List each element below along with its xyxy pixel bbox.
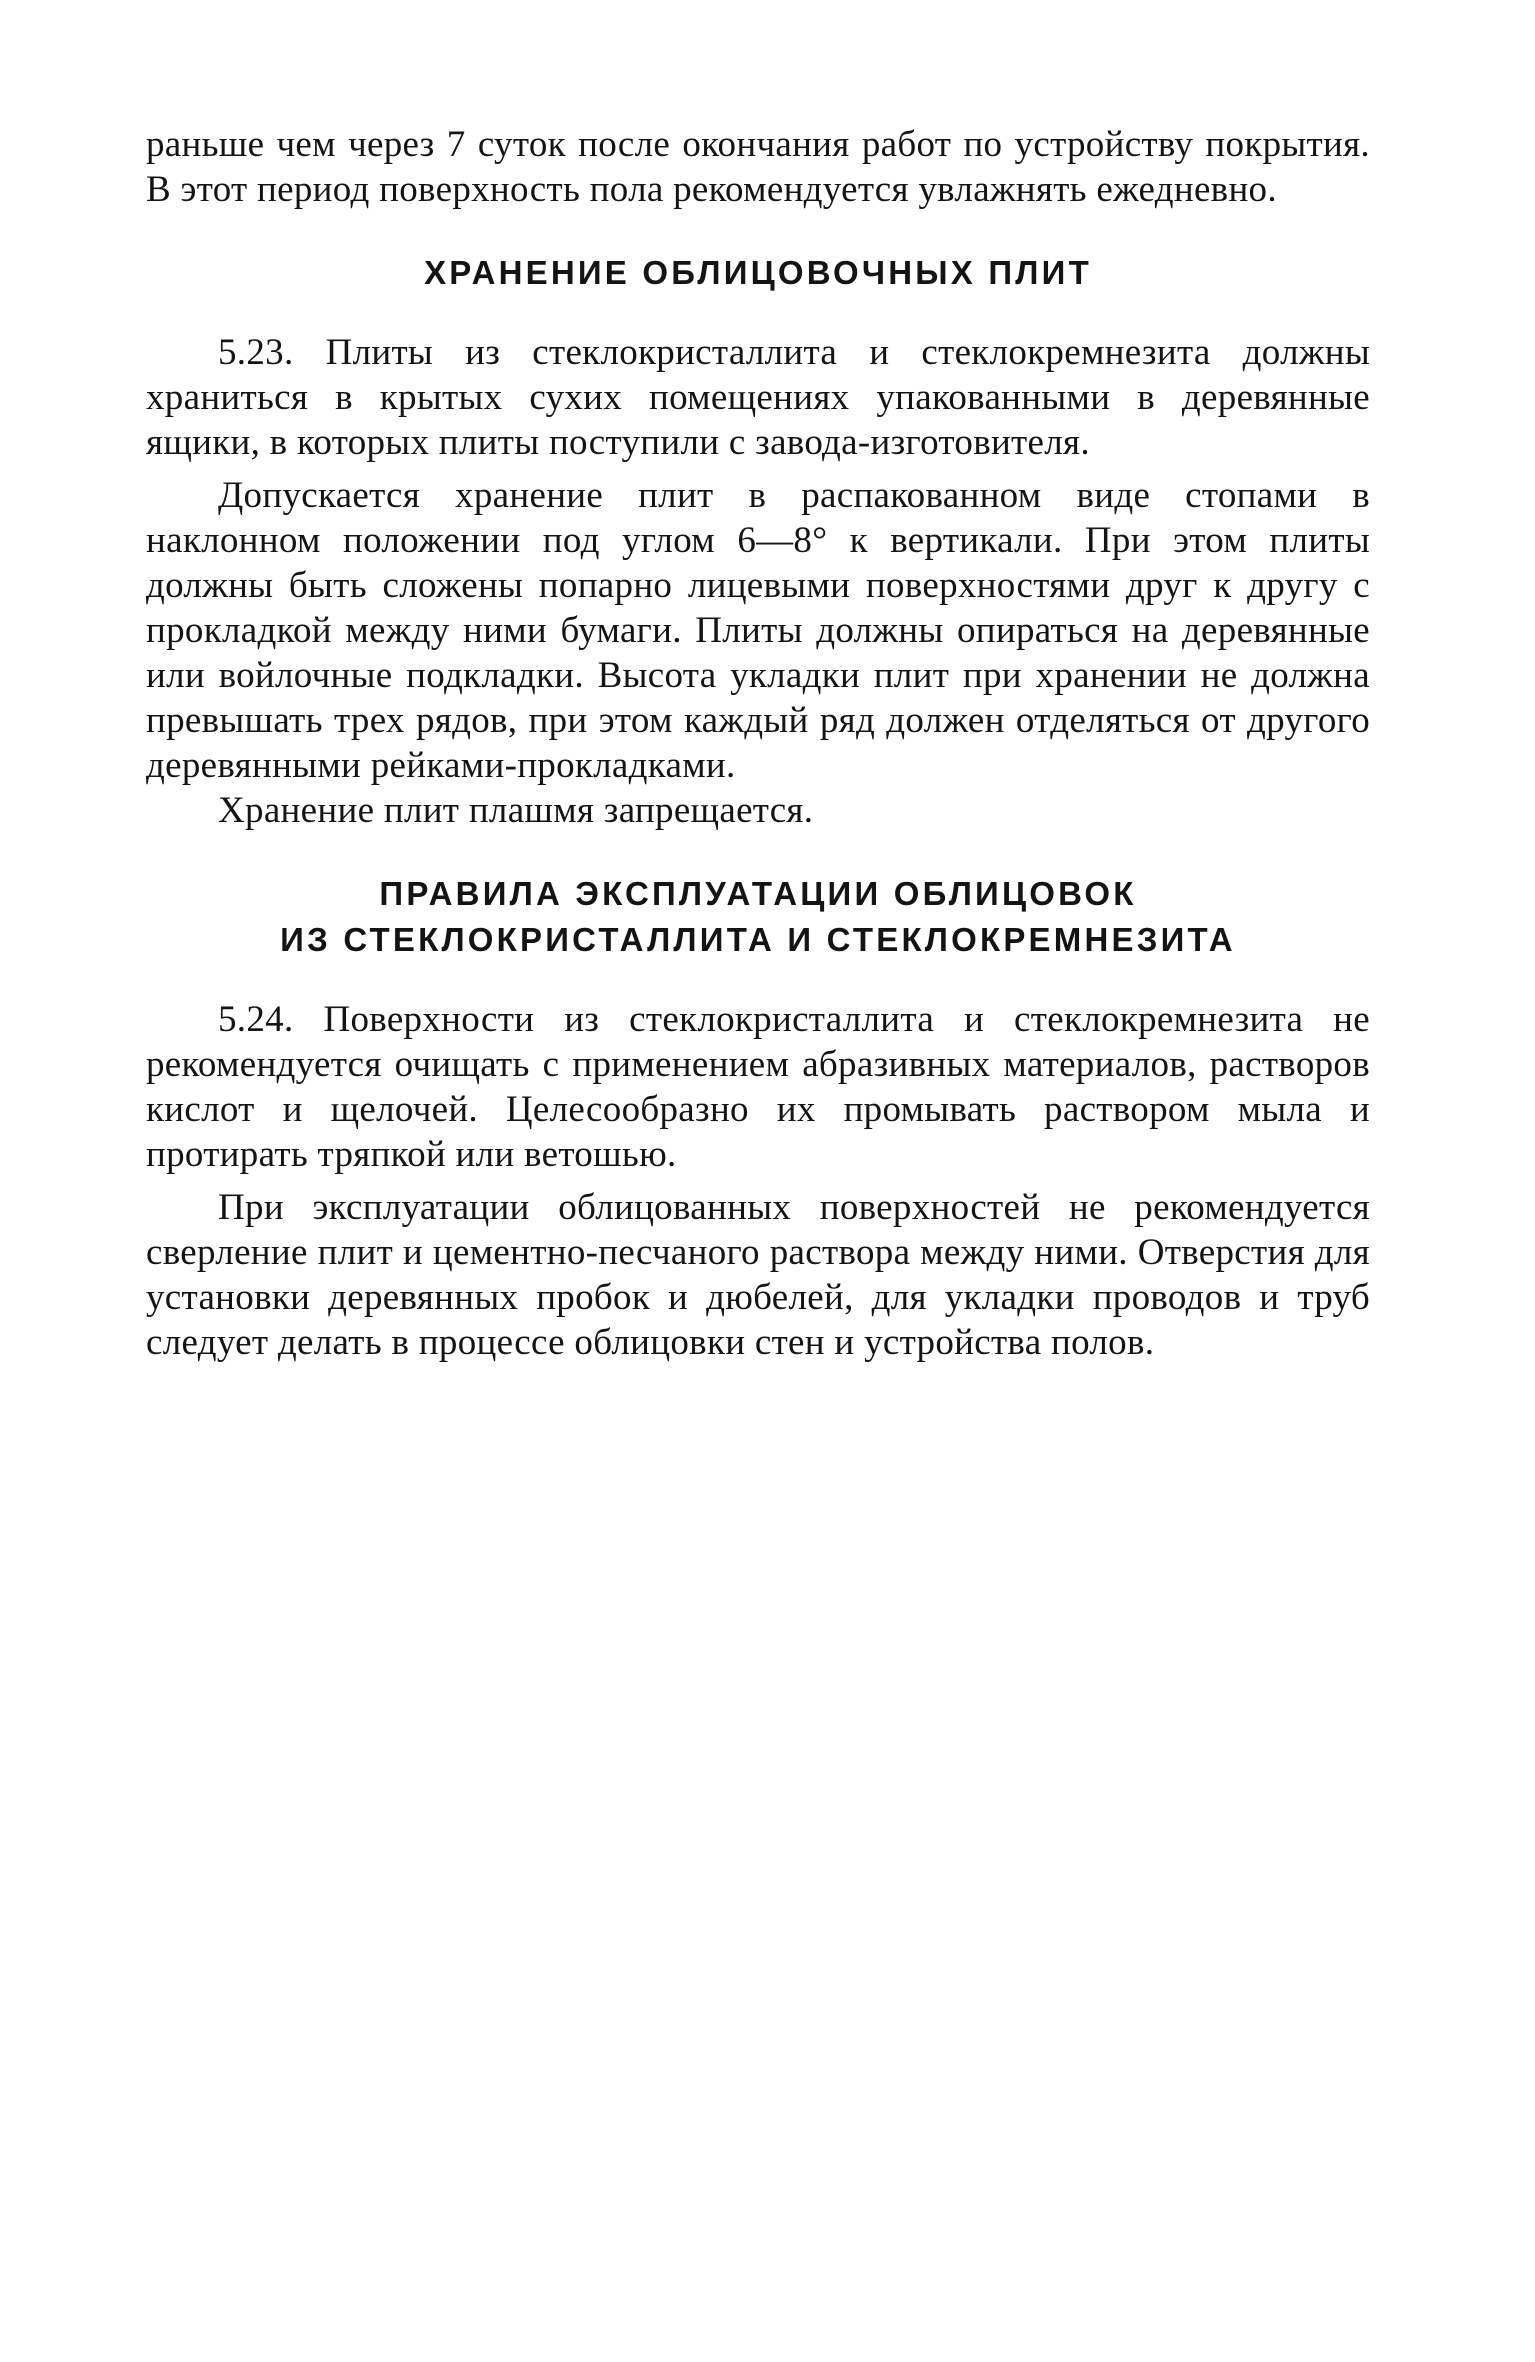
clause-5-24 [146, 997, 1370, 1177]
clause-text: Поверхности из стеклокристаллита и стеклокремнезита не рекомендуется очищать с применением абразивных материалов, растворов кислот и щелочей. Целесообразно их промывать раствором мыла и протирать тряпкой или ветошью. [146, 999, 1370, 1175]
storage-paragraph-3: Хранение плит плашмя запрещается. [218, 790, 814, 831]
intro-paragraph: раньше чем через 7 суток после окончания работ по устройству покрытия. В этот период поверхность пола рекомендуется увлажнять ежедневно. [146, 124, 1370, 210]
clause-5-23 [146, 330, 1370, 465]
section-heading-operation-line2: ИЗ СТЕКЛОКРИСТАЛЛИТА И СТЕКЛОКРЕМНЕЗИТА [280, 921, 1236, 958]
section-heading-storage-text: ХРАНЕНИЕ ОБЛИЦОВОЧНЫХ ПЛИТ [424, 254, 1092, 291]
storage-paragraph-2: Допускается хранение плит в распакованном виде стопами в наклонном положении под углом 6—8° к вертикали. При этом плиты должны быть сложены попарно лицевыми поверхностями друг к другу с прокладкой между ними бумаги. Плиты должны опираться на деревянные или войлочные подкладки. Высота укладки плит при хранении не должна превышать трех рядов, при этом каждый ряд должен отделяться от другого деревянными рейками-прокладками. [146, 475, 1370, 786]
document-page [146, 122, 1370, 1365]
clause-number: 5.24. [218, 999, 294, 1040]
clause-number: 5.23. [218, 332, 294, 373]
section-heading-operation [146, 871, 1370, 963]
section-heading-storage [146, 250, 1370, 296]
operation-paragraph-2: При эксплуатации облицованных поверхностей не рекомендуется сверление плит и цементно-песчаного раствора между ними. Отверстия для установки деревянных пробок и дюбелей, для укладки проводов и труб следует делать в процессе облицовки стен и устройства полов. [146, 1187, 1370, 1363]
clause-text: Плиты из стеклокристаллита и стеклокремнезита должны храниться в крытых сухих помещениях упакованными в деревянные ящики, в которых плиты поступили с завода-изготовителя. [146, 332, 1370, 463]
section-heading-operation-line1: ПРАВИЛА ЭКСПЛУАТАЦИИ ОБЛИЦОВОК [379, 875, 1137, 912]
